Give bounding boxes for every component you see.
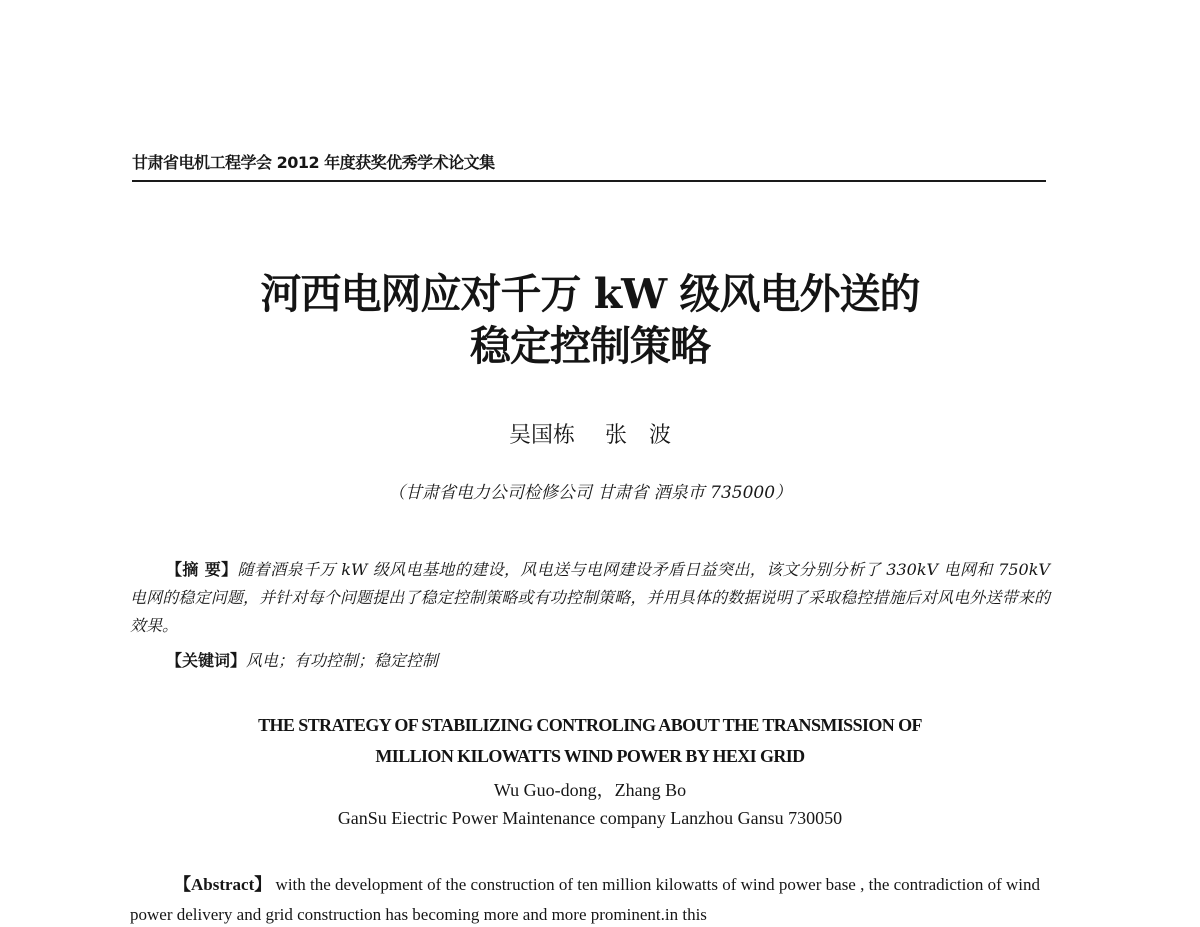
running-header: 甘肃省电机工程学会 2012 年度获奖优秀学术论文集	[132, 153, 495, 172]
paper-title-en-line-1: THE STRATEGY OF STABILIZING CONTROLING ABOUT THE TRANSMISSION OF	[258, 715, 922, 735]
keywords-cn	[166, 647, 1046, 675]
paper-title	[140, 268, 1040, 372]
header-rule	[132, 180, 1046, 182]
paper-title-en	[170, 710, 1010, 772]
author-name: 吴国栋	[508, 423, 575, 448]
author-name: 张 波	[605, 423, 672, 448]
keywords-cn-label: 【关键词】	[166, 651, 247, 670]
keywords-cn-text: 风电；有功控制；稳定控制	[246, 651, 439, 670]
abstract-cn	[130, 556, 1050, 640]
author-list	[340, 418, 840, 449]
paper-title-en-line-2: MILLION KILOWATTS WIND POWER BY HEXI GRID	[375, 746, 805, 766]
affiliation-en: GanSu Eiectric Power Maintenance company Lanzhou Gansu 730050	[337, 808, 843, 828]
abstract-cn-text: 随着酒泉千万 kW 级风电基地的建设，风电送与电网建设矛盾日益突出，该文分别分析了 330kV 电网和 750kV 电网的稳定问题，并针对每个问题提出了稳定控制策略或有功控制策略，并用具体的数据说明了采取稳控措施后对风电外送带来的效果。	[130, 560, 1050, 635]
abstract-en-text: with the development of the construction of ten million kilowatts of wind power base , the contradiction of wind power delivery and grid construction has becoming more and more prominent.in this	[130, 875, 1040, 924]
paper-title-line-1: 河西电网应对千万 kW 级风电外送的	[260, 270, 920, 318]
abstract-en-label: 【Abstract】	[174, 875, 272, 894]
affiliation: （甘肃省电力公司检修公司 甘肃省 酒泉市 735000）	[387, 483, 793, 503]
abstract-en	[130, 870, 1040, 927]
paper-title-line-2: 稳定控制策略	[470, 322, 710, 370]
author-list-en: Wu Guo-dong，Zhang Bo	[493, 780, 687, 800]
abstract-cn-label: 【摘 要】	[166, 560, 238, 579]
